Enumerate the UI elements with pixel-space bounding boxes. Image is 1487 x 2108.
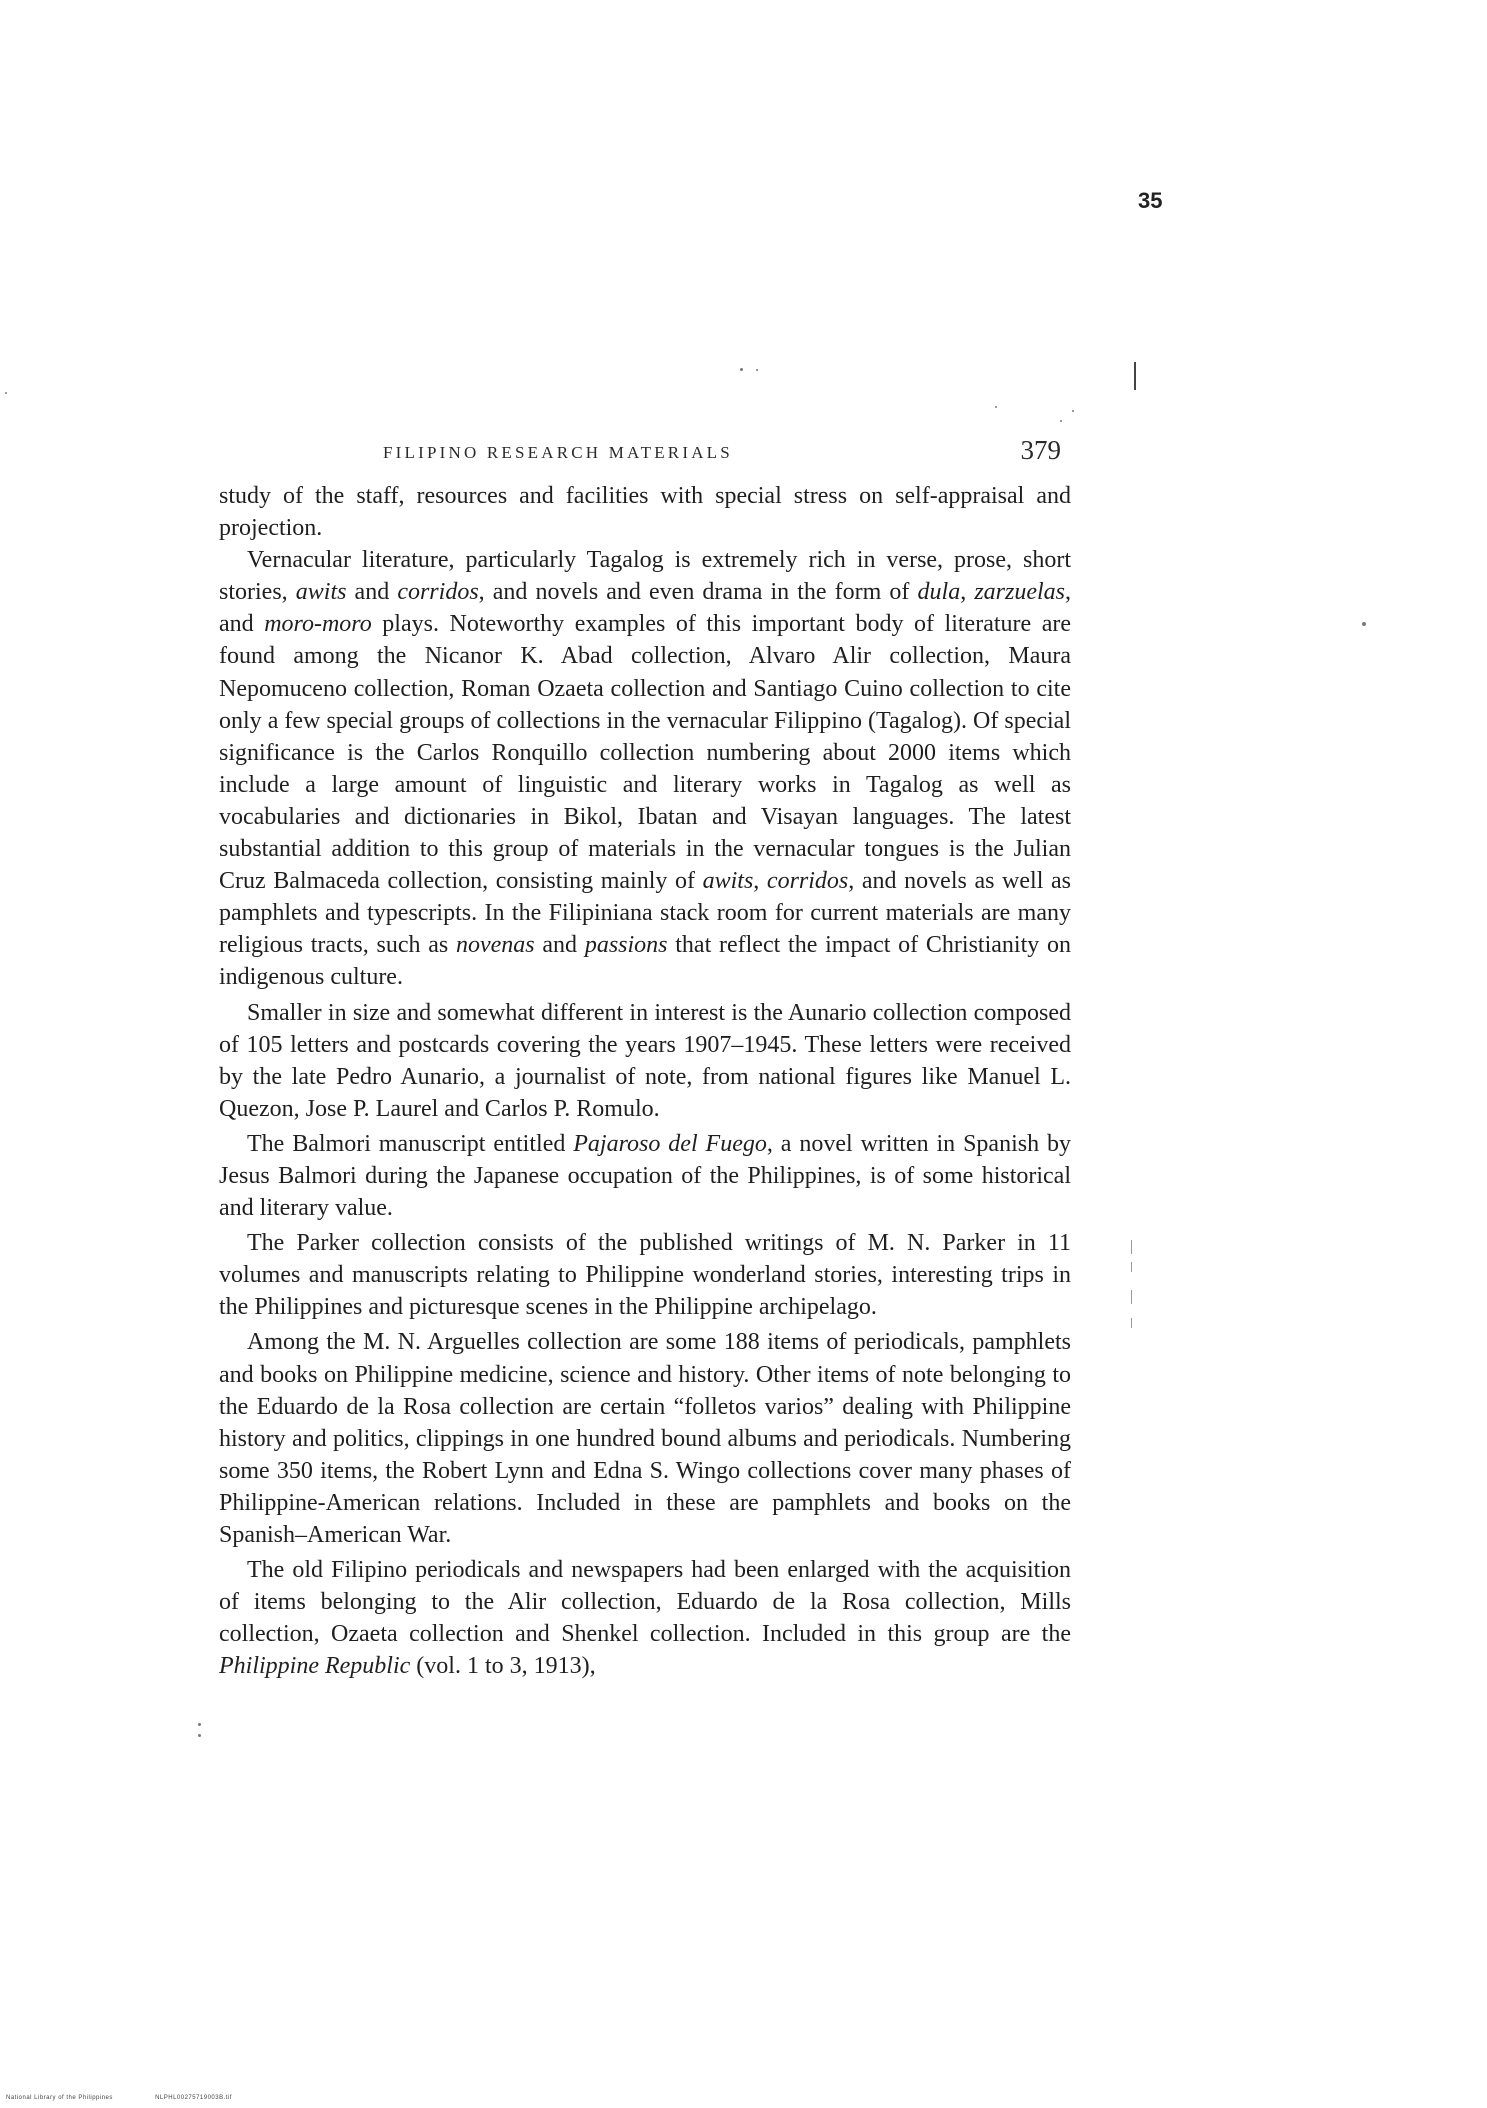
paragraph — [219, 997, 1071, 1125]
italic-term: passions — [584, 932, 668, 959]
italic-term: dula — [917, 579, 961, 606]
scan-mark — [1134, 362, 1136, 390]
text-run: Among the M. N. Arguelles collection are some 188 items of periodicals, pamphlets and books on Philippine medicine, science and history. Other items of note belonging to the Eduardo de la Rosa collection are certain “folletos varios” dealing with Philippine history and politics, clippings in one hundred bound albums and periodicals. Numbering some 350 items, the Robert Lynn and Edna S. Wingo collections cover many phases of Philippine-American relations. Included in these are pamphlets and books on the Spanish–American War. — [219, 1329, 1071, 1548]
text-run: The old Filipino periodicals and newspapers had been enlarged with the acquisition of items belonging to the Alir collection, Eduardo de la Rosa collection, Mills collection, Ozaeta collection and Shenkel collection. Included in this group are the — [219, 1557, 1071, 1648]
running-title: FILIPINO RESEARCH MATERIALS — [383, 443, 733, 462]
text-run: , and novels as well as pamphlets and typescripts. In the Filipiniana stack room for current materials are many religious tracts, such as — [219, 868, 1071, 959]
scan-mark — [1131, 1262, 1132, 1272]
text-run: study of the staff, resources and facilities with special stress on self-appraisal and projection. — [219, 483, 1071, 542]
book-page-number: 379 — [1020, 435, 1061, 465]
body-text — [219, 480, 1071, 1682]
text-run: The Balmori manuscript entitled — [247, 1130, 574, 1157]
scan-speck — [198, 1734, 201, 1737]
paragraph — [219, 1554, 1071, 1682]
text-run: (vol. 1 to 3, 1913), — [410, 1653, 596, 1680]
italic-term: corridos — [397, 579, 479, 606]
text-run: and — [534, 932, 585, 959]
text-run: Vernacular literature, particularly Tagalog is extremely rich in verse, prose, short stories, — [219, 547, 1071, 606]
text-run: that reflect the impact of Christianity on indigenous culture. — [219, 932, 1072, 991]
italic-term: corridos — [766, 868, 849, 895]
footer-library: National Library of the Philippines — [6, 2095, 113, 2101]
scan-page-number: 35 — [1138, 188, 1163, 213]
text-run: , and novels and even drama in the form of — [478, 579, 918, 606]
scan-speck — [1060, 420, 1062, 422]
text-run: , a novel written in Spanish by Jesus Balmori during the Japanese occupation of the Philippines, is of some historical and literary value. — [219, 1130, 1071, 1222]
italic-term: awits — [295, 579, 347, 606]
scan-mark — [1131, 1290, 1132, 1304]
text-run: The Parker collection consists of the published writings of M. N. Parker in 11 volumes and manuscripts relating to Philippine wonderland stories, interesting trips in the Philippines and picturesque scenes in the Philippine archipelago. — [219, 1230, 1071, 1321]
scan-speck — [756, 369, 758, 371]
italic-term: Pajaroso del Fuego — [573, 1130, 767, 1157]
scan-speck — [1072, 410, 1074, 412]
text-run: , and — [219, 579, 1071, 638]
running-head — [219, 435, 1071, 469]
scan-mark — [1131, 1318, 1132, 1328]
paragraph — [219, 1227, 1071, 1323]
scan-speck — [1362, 622, 1366, 626]
scan-speck — [198, 1723, 201, 1726]
italic-term: Philippine Republic — [219, 1653, 411, 1680]
footer-credit — [6, 2095, 272, 2101]
text-run: and — [346, 579, 398, 606]
italic-term: novenas — [455, 932, 535, 959]
paragraph — [219, 480, 1071, 544]
paragraph — [219, 1128, 1071, 1224]
scan-speck — [995, 406, 997, 408]
text-run: , — [960, 579, 975, 606]
scan-mark — [1131, 1240, 1132, 1254]
scan-speck — [5, 392, 7, 394]
paragraph — [219, 1326, 1071, 1551]
text-run: Smaller in size and somewhat different in interest is the Aunario collection composed of 105 letters and postcards covering the years 1907–1945. These letters were received by the late Pedro Aunario, a journalist of note, from national figures like Manuel L. Quezon, Jose P. Laurel and Carlos P. Romulo. — [219, 999, 1071, 1122]
italic-term: moro-moro — [264, 611, 372, 638]
paragraph — [219, 544, 1071, 993]
text-run: , — [753, 868, 767, 895]
italic-term: awits — [702, 868, 754, 895]
text-run: plays. Noteworthy examples of this important body of literature are found among the Nicanor K. Abad collection, Alvaro Alir collection, Maura Nepomuceno collection, Roman Ozaeta collection and Santiago Cuino collection to cite only a few special groups of collections in the vernacular Filippino (Tagalog). Of special significance is the Carlos Ronquillo collection numbering about 2000 items which include a large amount of linguistic and literary works in Tagalog as well as vocabularies and dictionaries in Bikol, Ibatan and Visayan languages. The latest substantial addition to this group of materials in the vernacular tongues is the Julian Cruz Balmaceda collection, consisting mainly of — [219, 611, 1072, 895]
italic-term: zarzuelas — [974, 579, 1065, 606]
scan-speck — [740, 368, 743, 371]
footer-code: NLPHL00275719003B.tif — [155, 2095, 232, 2101]
